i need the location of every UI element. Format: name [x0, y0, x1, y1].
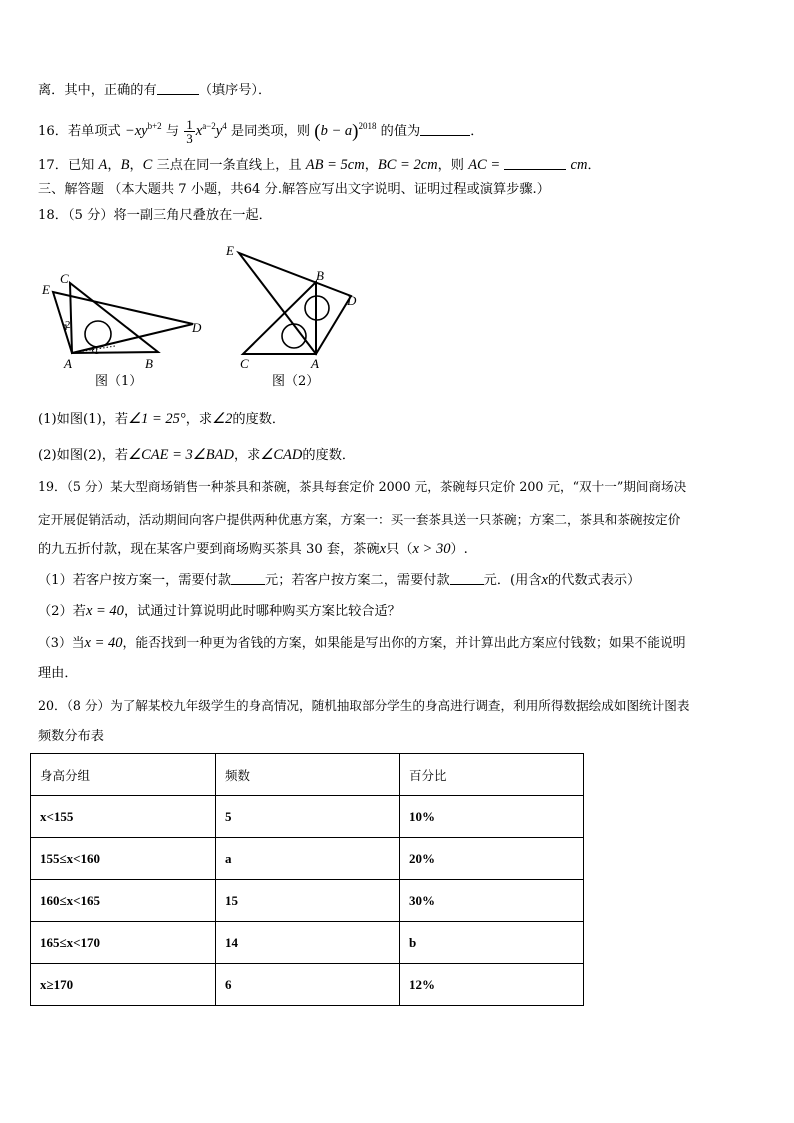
table-row	[31, 796, 584, 838]
fig1-label-angle-1: 1	[94, 346, 99, 357]
q18-part2-angle: ∠CAE = 3∠BAD	[128, 447, 234, 463]
table-row	[31, 964, 584, 1006]
q16-paren-open: (	[314, 121, 321, 142]
fig1-label-a: A	[64, 356, 72, 371]
table-cell: 160≤x<165	[31, 880, 216, 922]
q19-part-3	[38, 634, 686, 653]
q17-answer-blank[interactable]	[504, 157, 566, 170]
table-header-cell: 百分比	[400, 754, 584, 796]
fig2-label-b: B	[316, 268, 324, 283]
table-header-cell: 频数	[216, 754, 400, 796]
q18-part1-text: (1)如图(1)，若	[38, 412, 129, 427]
q16-expr-exp: 2018	[358, 121, 377, 131]
q19-p2-text: （2）若	[38, 604, 86, 619]
q19-p2-condition: x = 40	[85, 603, 124, 619]
table-row	[31, 922, 584, 964]
table-cell: a	[216, 838, 400, 880]
q15-tail-text-end: （填序号）．	[198, 83, 272, 98]
q15-tail-text: 离．其中，正确的有	[38, 83, 157, 98]
q19-p3-text-b: ，能否找到一种更为省钱的方案，如果能是写出你的方案，并计算出此方案应付钱数；如果不能说明	[122, 636, 686, 651]
table-cell: 155≤x<160	[31, 838, 216, 880]
table-cell: 5	[216, 796, 400, 838]
q16-end: ．	[470, 124, 484, 139]
q16-term2-yexp: 4	[222, 121, 227, 131]
q18-part1-angle: ∠1 = 25°	[128, 411, 186, 427]
q16-term1: −xy	[124, 123, 148, 139]
fig1-label-d: D	[192, 320, 202, 335]
q18-figure-2-caption: 图（2）	[272, 374, 320, 389]
q17-unit: cm	[570, 157, 588, 173]
q17-text-c: ，则	[437, 158, 464, 173]
q20-table-title: 频数分布表	[38, 729, 104, 744]
q18-part1-text-c: 的度数．	[232, 412, 286, 427]
q19-line-1: 19．（5 分）某大型商场销售一种茶具和茶碗，茶具每套定价 2000 元，茶碗每只定价 200 元，“双十一”期间商场决	[38, 479, 687, 494]
fig2-label-d: D	[347, 293, 357, 308]
q17-bc: BC = 2cm	[377, 157, 438, 173]
fig1-label-angle-2: 2	[65, 319, 71, 331]
q16-line	[38, 117, 483, 145]
q19-p1-text-b: 元；若客户按方案二，需要付款	[265, 573, 450, 588]
fig2-label-c: C	[240, 356, 249, 371]
q19-line3-text-b: 只（	[386, 542, 413, 557]
q19-p3-text: （3）当	[38, 636, 85, 651]
q19-p1-blank-1[interactable]	[231, 572, 265, 585]
table-cell: 6	[216, 964, 400, 1006]
table-cell: 10%	[400, 796, 584, 838]
q16-text: 若单项式	[67, 124, 121, 139]
table-cell: x≥170	[31, 964, 216, 1006]
q17-end: ．	[587, 158, 601, 173]
q16-fraction	[184, 118, 195, 145]
q16-text-b: 是同类项，则	[230, 124, 311, 139]
q18-part-1	[38, 410, 285, 429]
fig1-label-e: E	[42, 282, 50, 297]
q17-text: 已知	[67, 158, 95, 173]
table-row	[31, 880, 584, 922]
fig2-label-e: E	[226, 243, 234, 258]
q19-line3-text-c: ）.	[450, 542, 468, 557]
q16-term2-xexp: a−2	[202, 121, 216, 131]
table-header-cell: 身高分组	[31, 754, 216, 796]
q17-point-c: C	[142, 157, 153, 173]
q16-text-c: 的值为	[380, 124, 421, 139]
table-cell: 20%	[400, 838, 584, 880]
q19-p3-condition: x = 40	[84, 635, 123, 651]
q16-text-and: 与	[165, 124, 180, 139]
q16-term2-x: x	[195, 123, 203, 139]
q15-answer-blank[interactable]	[157, 82, 199, 95]
q19-p1-x: x	[541, 572, 548, 588]
q16-paren-close: )	[352, 121, 359, 142]
q19-p2-text-b: ，试通过计算说明此时哪种购买方案比较合适？	[123, 604, 401, 619]
q18-figure-1-caption: 图（1）	[95, 374, 143, 389]
q18-part1-text-b: ，求	[185, 412, 213, 427]
q19-p1-text-d: 的代数式表示）	[547, 573, 641, 588]
q18-part2-text-b: ，求	[233, 448, 261, 463]
q19-line-2: 定开展促销活动，活动期间向客户提供两种优惠方案，方案一：买一套茶具送一只茶碗；方案二，茶具和茶碗按定价	[38, 512, 681, 527]
q17-point-a: A	[98, 157, 108, 173]
q18-part2-angle2: ∠CAD	[260, 447, 303, 463]
q19-p1-text-c: 元．(用含	[483, 573, 542, 588]
q17-ac: AC =	[468, 157, 501, 173]
q19-part-1	[38, 571, 640, 590]
q16-answer-blank[interactable]	[420, 123, 470, 136]
q18-part1-angle2: ∠2	[212, 411, 233, 427]
q17-line: 17．已知 A，B，C 三点在同一条直线上，且 AB = 5cm，BC = 2cm，则 AC = cm．	[38, 157, 601, 173]
fig1-hole	[85, 321, 111, 347]
table-cell: 12%	[400, 964, 584, 1006]
q18-part2-text: (2)如图(2)，若	[38, 448, 129, 463]
q16-frac-den: 3	[186, 131, 193, 146]
q18-title: 18．（5 分）将一副三角尺叠放在一起．	[38, 208, 272, 223]
fig2-triangle-cab	[243, 282, 316, 354]
table-cell: 15	[216, 880, 400, 922]
q17-number: 17．	[38, 158, 68, 173]
fig1-label-b: B	[145, 356, 153, 371]
frequency-table	[30, 753, 584, 1006]
section-3-heading: 三、解答题 （本大题共 7 小题，共64 分.解答应写出文字说明、证明过程或演算步骤.）	[38, 182, 550, 197]
table-cell: x<155	[31, 796, 216, 838]
fig1-triangle-ead	[53, 292, 193, 353]
q19-part-3-cont: 理由．	[38, 666, 78, 681]
q19-line3-x: x	[379, 541, 387, 557]
q17-text-b: 三点在同一条直线上，且	[156, 158, 302, 173]
table-header-row	[31, 754, 584, 796]
q16-expr: b − a	[320, 123, 353, 139]
q19-line3-text: 的九五折付款，现在某客户要到商场购买茶具 30 套，茶碗	[38, 542, 380, 557]
q19-part-2	[38, 602, 401, 621]
q15-tail-line	[38, 82, 271, 100]
table-cell: 30%	[400, 880, 584, 922]
table-cell: 165≤x<170	[31, 922, 216, 964]
q18-part-2	[38, 446, 355, 465]
table-cell: b	[400, 922, 584, 964]
q17-point-b: B	[120, 157, 130, 173]
q18-figure-2	[222, 240, 372, 380]
fig2-label-a: A	[311, 356, 319, 371]
q19-p1-blank-2[interactable]	[450, 572, 484, 585]
q16-term2-y: y	[215, 123, 223, 139]
fig1-label-c: C	[60, 271, 69, 286]
q19-line-3	[38, 540, 468, 559]
q19-line3-condition: x > 30	[412, 541, 451, 557]
q17-ab: AB = 5cm	[305, 157, 365, 173]
q16-frac-num: 1	[186, 117, 193, 132]
table-cell: 14	[216, 922, 400, 964]
q20-line-1: 20．（8 分）为了解某校九年级学生的身高情况，随机抽取部分学生的身高进行调查，利用所得数据绘成如图统计图表	[38, 698, 690, 713]
q16-number: 16．	[38, 124, 68, 139]
table-row	[31, 838, 584, 880]
q18-part2-text-c: 的度数．	[302, 448, 356, 463]
q19-p1-text: （1）若客户按方案一，需要付款	[38, 573, 232, 588]
q16-term1-exp: b+2	[147, 121, 162, 131]
